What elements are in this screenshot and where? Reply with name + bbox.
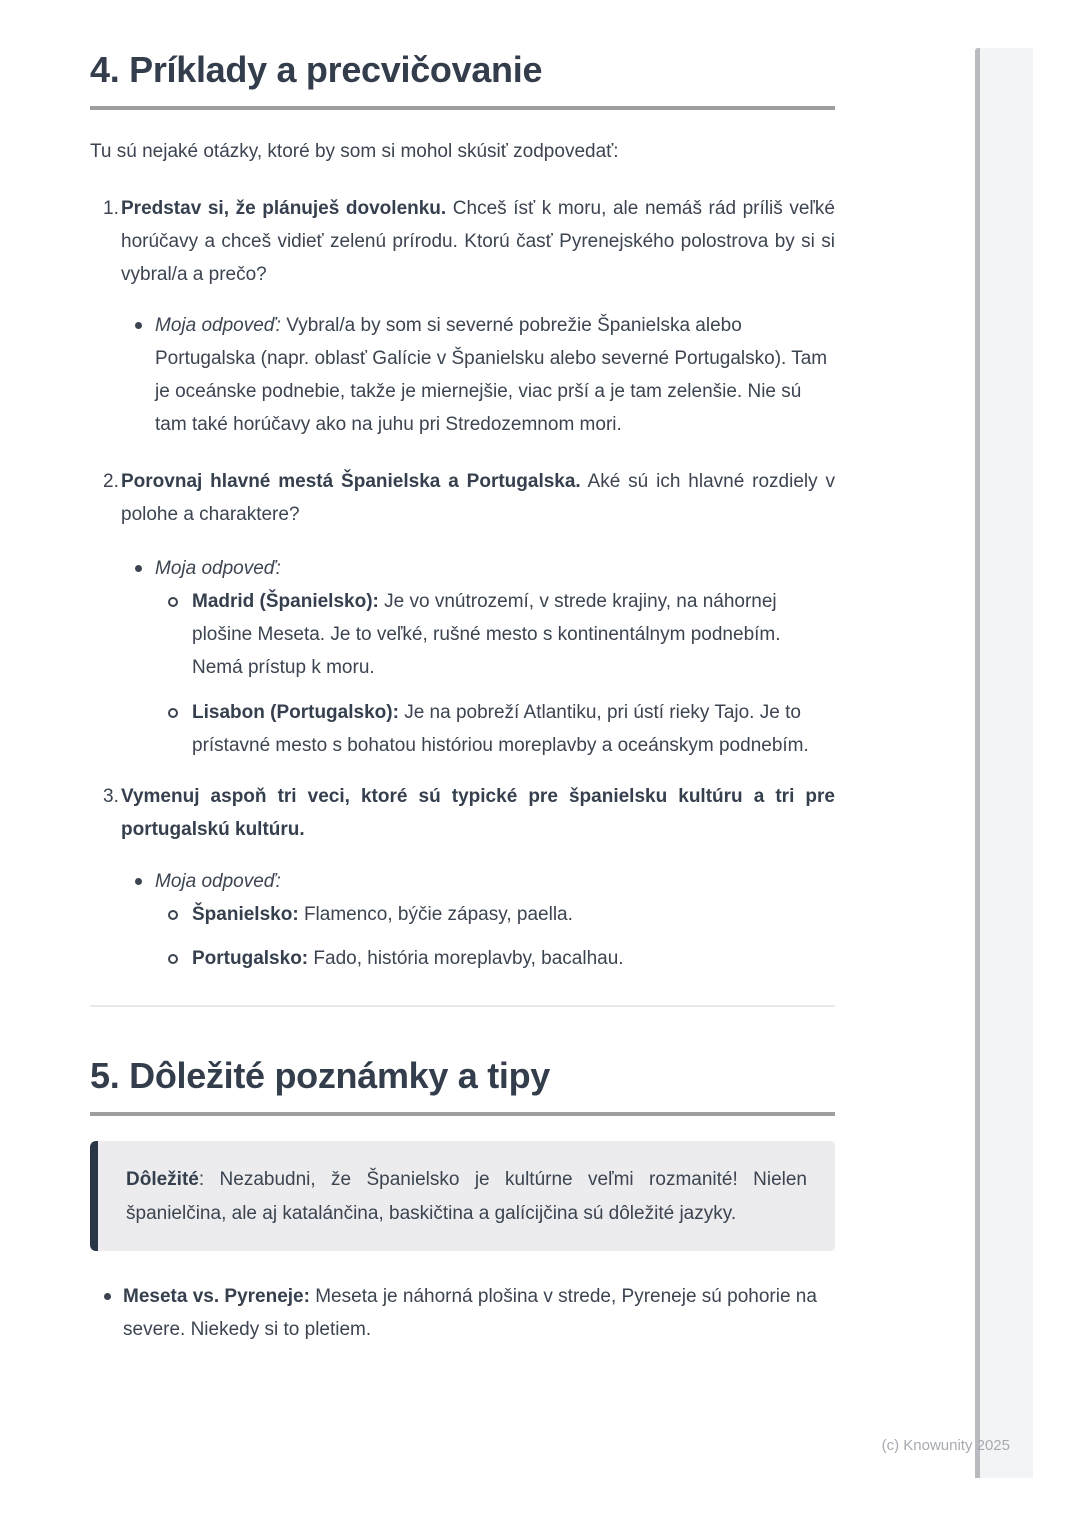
subitem-bold: Španielsko: [192,904,299,925]
list-number: 3. [103,786,119,807]
subitem-bold: Madrid (Španielsko): [192,591,379,612]
subitem-text [192,585,835,684]
answer-label: Moja odpoveď: [155,558,281,579]
answer-text [155,309,835,441]
answer-subitem [90,942,835,975]
question-bold: Predstav si, že plánuješ dovolenku. [121,198,447,219]
section-4-heading: 4. Príklady a precvičovanie [90,49,543,90]
subitem-body: Flamenco, býčie zápasy, paella. [303,904,573,925]
bullet-icon [135,322,142,329]
list-number: 2. [103,471,119,492]
subitem-text [192,696,835,762]
circle-icon [168,910,178,920]
intro-text: Tu sú nejaké otázky, ktoré by som si mohol skúsiť zodpovedať: [90,141,619,162]
question-text [121,780,835,846]
question-bold: Vymenuj aspoň tri veci, ktoré sú typické pre španielsku kultúru a tri pre portugalskú kultúru. [121,786,835,840]
subitem-body: Fado, história moreplavby, bacalhau. [313,948,624,969]
heading-underline [90,1112,835,1116]
question-item-1 [90,192,835,291]
question-item-3 [90,780,835,846]
answer-body: Vybral/a by som si severné pobrežie Španielska alebo Portugalska (napr. oblasť Galície v Španielsku alebo severné Portugalsko). Tam je oceánske podnebie, takže je miernejšie, viac prší a je tam zelenšie. Nie sú tam také horúčavy ako na juhu pri Stredozemnom mori. [155,315,828,435]
circle-icon [168,597,178,607]
subitem-text [192,898,835,931]
question-rest: Aké sú ich hlavné rozdiely v polohe a charaktere? [121,471,836,525]
question-text [121,465,835,531]
answer-subitem [90,585,835,684]
subitem-text [192,942,835,975]
section-5-heading: 5. Dôležité poznámky a tipy [90,1055,551,1096]
copyright-footer: (c) Knowunity 2025 [881,1437,1010,1454]
note-item [90,1280,835,1346]
answer-label: Moja odpoveď: [155,315,281,336]
circle-icon [168,708,178,718]
bullet-icon [135,565,142,572]
note-text [123,1280,835,1346]
question-item-2 [90,465,835,531]
subitem-bold: Lisabon (Portugalsko): [192,702,399,723]
answer-label: Moja odpoveď: [155,871,281,892]
note-body: Meseta je náhorná plošina v strede, Pyreneje sú pohorie na severe. Niekedy si to pletiem. [123,1286,817,1340]
answer-subitem [90,696,835,762]
bullet-icon [135,878,142,885]
scrollbar[interactable] [975,48,1033,1478]
question-rest: Chceš ísť k moru, ale nemáš rád príliš veľké horúčavy a chceš vidieť zelenú prírodu. Ktorú časť Pyrenejského polostrova by si si vybral/a a prečo? [121,198,835,285]
callout-body: : Nezabudni, že Španielsko je kultúrne veľmi rozmanité! Nielen španielčina, ale aj katalánčina, baskičtina a galícijčina sú dôležité jazyky. [126,1169,807,1224]
list-number: 1. [103,198,119,219]
answer-text [155,865,835,898]
note-bold: Meseta vs. Pyreneje: [123,1286,310,1307]
important-callout [90,1141,835,1251]
question-bold: Porovnaj hlavné mestá Španielska a Portugalska. [121,471,581,492]
bullet-icon [104,1293,111,1300]
heading-underline [90,106,835,110]
answer-item [90,552,835,585]
document-content [90,0,835,1346]
answer-subitem [90,898,835,931]
section-divider [90,1005,835,1007]
callout-label: Dôležité [126,1169,199,1190]
subitem-bold: Portugalsko: [192,948,309,969]
answer-item [90,309,835,441]
subitem-body: Je na pobreží Atlantiku, pri ústí rieky Tajo. Je to prístavné mesto s bohatou históriou moreplavby a oceánskym podnebím. [192,702,809,756]
circle-icon [168,954,178,964]
question-text [121,192,835,291]
subitem-body: Je vo vnútrozemí, v strede krajiny, na náhornej plošine Meseta. Je to veľké, rušné mesto s kontinentálnym podnebím. Nemá prístup k moru. [192,591,781,678]
callout-text [126,1163,807,1231]
answer-text [155,552,835,585]
answer-item [90,865,835,898]
